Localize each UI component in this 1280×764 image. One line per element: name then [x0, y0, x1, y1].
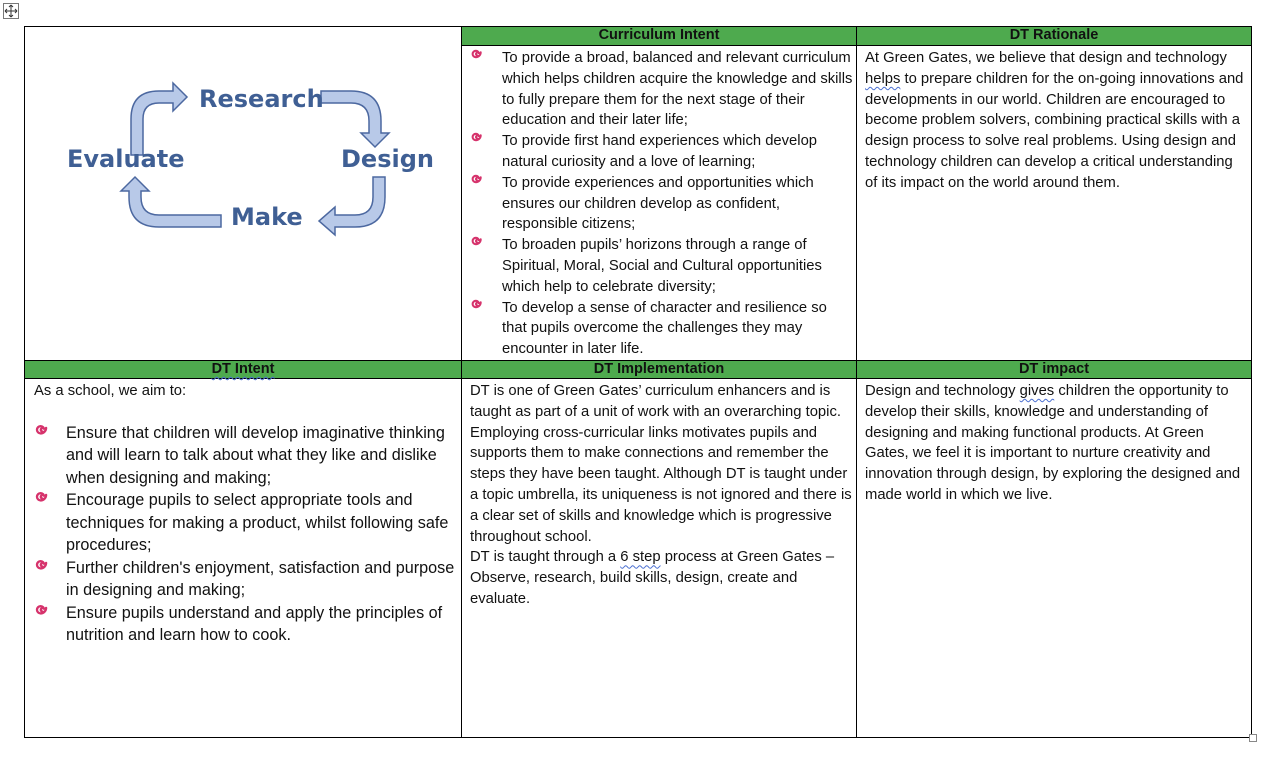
dt-rationale-text-b: to prepare children for the on-going innovations and developments in our world. Children are encouraged to become problem solvers, combining practical skills with a design process to solve real problems. Using design and technology children can develop a critical understanding of its impact on the world around them.: [865, 70, 1244, 191]
spiral-bullet-icon: [470, 173, 485, 195]
list-item-text: To provide a broad, balanced and relevant curriculum which helps children acquire the knowledge and skills to fully prepare them for the next stage of their education and their later life;: [502, 50, 853, 129]
list-item: [462, 235, 854, 297]
list-item: [462, 131, 854, 173]
curriculum-intent-body: [462, 48, 854, 360]
dt-impact-header: DT impact: [857, 360, 1251, 379]
spiral-bullet-icon: [470, 48, 485, 70]
list-item-text: Further children's enjoyment, satisfaction and purpose in designing and making;: [66, 558, 455, 600]
dt-implementation-para1: DT is one of Green Gates’ curriculum enhancers and is taught as part of a unit of work with an overarching topic. Employing cross-curricular links motivates pupils and supports them to make connections and remember the steps they have been taught. Although DT is taught under a topic umbrella, its uniqueness is not ignored and there is a clear set of skills and knowledge which is progressive throughout school.: [470, 383, 852, 545]
column-divider: [856, 27, 857, 737]
list-item: [25, 489, 456, 557]
list-item-text: To broaden pupils’ horizons through a range of Spiritual, Moral, Social and Cultural opportunities which help to celebrate diversity;: [502, 237, 822, 295]
spiral-bullet-icon: [470, 298, 485, 320]
spelling-flag-6-step: 6 step: [620, 549, 661, 566]
spelling-flag-gives: gives: [1019, 383, 1055, 399]
curriculum-table: [24, 26, 1252, 738]
curriculum-intent-list: [462, 48, 854, 360]
cycle-label-research: Research: [199, 85, 324, 113]
spiral-bullet-icon: [470, 131, 485, 153]
spiral-bullet-icon: [34, 603, 51, 627]
dt-rationale-body: [865, 48, 1249, 194]
spiral-bullet-icon: [34, 423, 51, 447]
design-cycle-diagram: [25, 27, 461, 361]
dt-intent-title: DT Intent: [211, 361, 275, 377]
dt-intent-list: [25, 422, 456, 647]
arrow-left-up-icon: [121, 177, 221, 227]
arrow-right-down-icon: [321, 91, 389, 147]
dt-implementation-para2-b: process at Green Gates – Observe, research, build skills, design, create and evaluate.: [470, 549, 835, 607]
table-move-handle-icon[interactable]: [3, 3, 19, 19]
spelling-flag-helps: helps: [865, 70, 901, 87]
dt-implementation-header: DT Implementation: [462, 360, 856, 379]
dt-impact-body: [865, 381, 1249, 506]
table-resize-handle-icon[interactable]: [1249, 734, 1257, 742]
spiral-bullet-icon: [34, 558, 51, 582]
spiral-bullet-icon: [470, 235, 485, 257]
list-item: [25, 557, 456, 602]
cycle-label-make: Make: [231, 203, 303, 231]
spiral-bullet-icon: [34, 490, 51, 514]
dt-impact-text-a: Design and technology: [865, 383, 1020, 399]
list-item-text: Ensure that children will develop imaginative thinking and will learn to talk about what they like and dislike when designing and making;: [66, 423, 445, 487]
list-item-text: Encourage pupils to select appropriate tools and techniques for making a product, whilst following safe procedures;: [66, 491, 449, 555]
dt-implementation-body: [470, 381, 854, 610]
dt-rationale-header: DT Rationale: [857, 27, 1251, 46]
cycle-label-design: Design: [341, 145, 434, 173]
list-item: [25, 602, 456, 647]
dt-implementation-para2-a: DT is taught through a: [470, 549, 621, 566]
list-item-text: Ensure pupils understand and apply the principles of nutrition and learn how to cook.: [66, 603, 443, 645]
dt-intent-header: [25, 360, 461, 379]
dt-intent-intro: As a school, we aim to:: [34, 383, 187, 399]
list-item: [25, 422, 456, 490]
curriculum-intent-header: Curriculum Intent: [462, 27, 856, 46]
list-item: [462, 298, 854, 360]
dt-rationale-text-a: At Green Gates, we believe that design and technology: [865, 50, 1227, 66]
list-item-text: To develop a sense of character and resilience so that pupils overcome the challenges they may encounter in later life.: [502, 299, 827, 358]
list-item: [462, 173, 854, 235]
arrow-down-left-icon: [319, 177, 385, 235]
list-item-text: To provide experiences and opportunities which ensures our children develop as confident, responsible citizens;: [502, 174, 814, 233]
cycle-label-evaluate: Evaluate: [67, 145, 185, 173]
list-item: [462, 48, 854, 131]
dt-intent-body: [34, 381, 456, 647]
list-item-text: To provide first hand experiences which develop natural curiosity and a love of learning;: [502, 133, 818, 170]
dt-impact-text-b: children the opportunity to develop their skills, knowledge and understanding of designing and making functional products. At Green Gates, we feel it is important to nurture creativity and innovation through design, by exploring the designed and made world in which we live.: [865, 383, 1241, 503]
